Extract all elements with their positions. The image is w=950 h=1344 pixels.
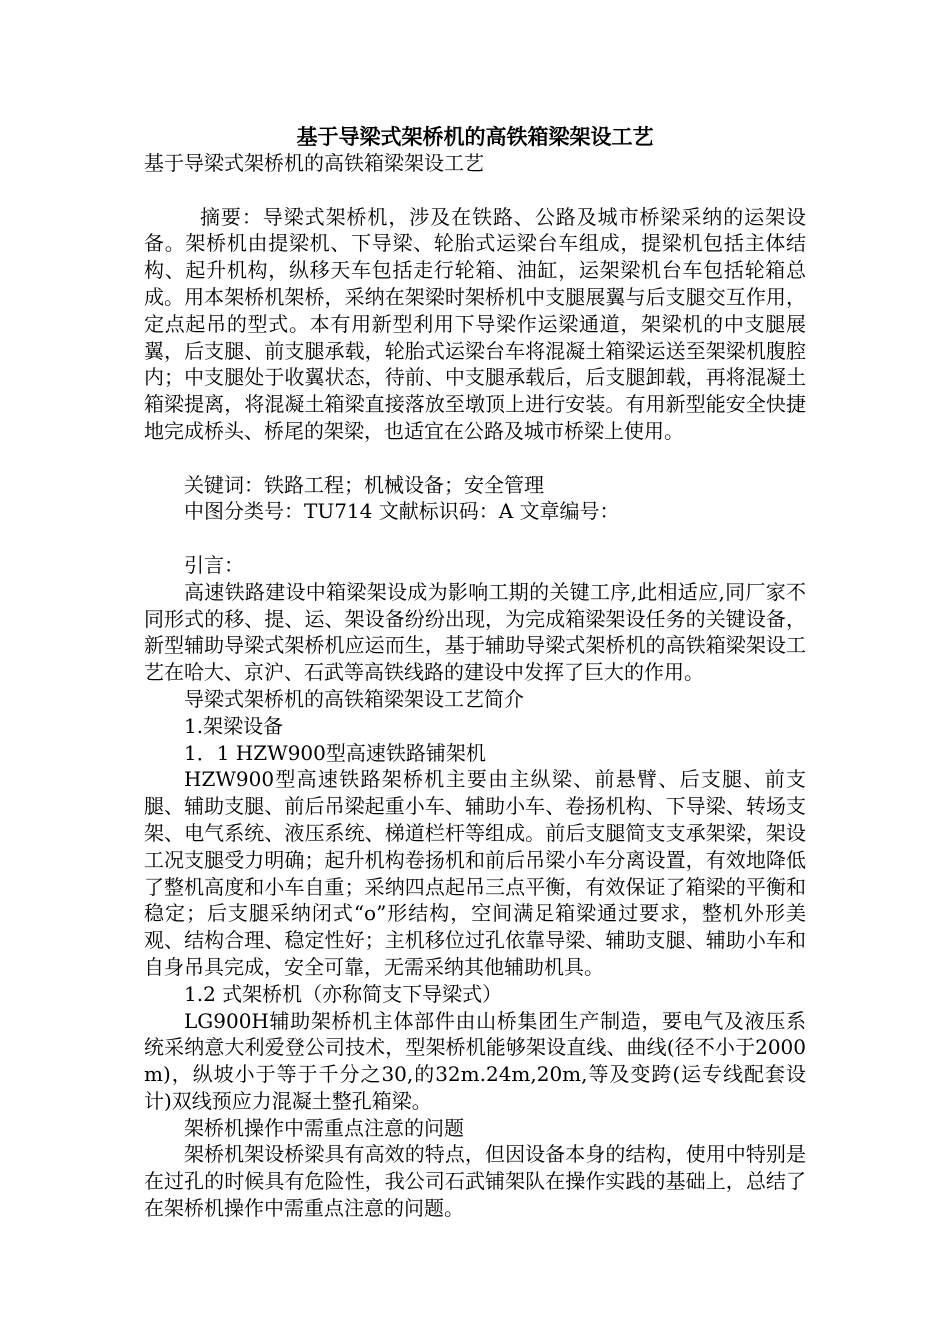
section-1-2-heading: 1.2 式架桥机（亦称简支下导梁式） bbox=[184, 981, 503, 1006]
document-body bbox=[144, 150, 806, 1222]
section-1-2-paragraph: LG900H辅助架桥机主体部件由山桥集团生产制造，要电气及液压系统采纳意大利爱登公司技术，型架桥机能够架设直线、曲线(径不小于2000m)，纵坡小于等于千分之30,的32m.24m,20m,等及变跨(运专线配套设计)双线预应力混凝土整孔箱梁。 bbox=[144, 1008, 806, 1113]
section-intro-heading: 导梁式架桥机的高铁箱梁架设工艺简介 bbox=[184, 686, 524, 711]
blank-line bbox=[144, 445, 806, 472]
document-subtitle: 基于导梁式架桥机的高铁箱梁架设工艺 bbox=[144, 151, 484, 175]
section-1-1-heading: 1．1 HZW900型高速铁路铺架机 bbox=[184, 740, 486, 765]
classification-line: 中图分类号：TU714 文献标识码：A 文章编号： bbox=[184, 499, 620, 524]
intro-paragraph: 高速铁路建设中箱梁架设成为影响工期的关键工序,此相适应,同厂家不同形式的移、提、运、架设备纷纷出现，为完成箱梁架设任务的关键设备，新型辅助导梁式架桥机应运而生，基于辅助导梁式架桥机的高铁箱梁架设工艺在哈大、京沪、石武等高铁线路的建设中发挥了巨大的作用。 bbox=[144, 579, 806, 685]
intro-heading: 引言： bbox=[184, 552, 244, 577]
abstract-paragraph: 摘要：导梁式架桥机，涉及在铁路、公路及城市桥梁采纳的运架设备。架桥机由提梁机、下导梁、轮胎式运梁台车组成，提梁机包括主体结构、起升机构，纵移天车包括走行轮箱、油缸，运架梁机台车包括轮箱总成。用本架桥机架桥，采纳在架梁时架桥机中支腿展翼与后支腿交互作用，定点起吊的型式。本有用新型利用下导梁作运梁通道，架梁机的中支腿展翼，后支腿、前支腿承载，轮胎式运梁台车将混凝土箱梁运送至架梁机腹腔内；中支腿处于收翼状态，待前、中支腿承载后，后支腿卸载，再将混凝土箱梁提离，将混凝土箱梁直接落放至墩顶上进行安装。有用新型能安全快捷地完成桥头、桥尾的架梁，也适宜在公路及城市桥梁上使用。 bbox=[144, 204, 806, 443]
section-1-heading: 1.架梁设备 bbox=[184, 713, 284, 738]
blank-line bbox=[144, 525, 806, 552]
section-2-heading: 架桥机操作中需重点注意的问题 bbox=[184, 1115, 464, 1140]
section-2-paragraph: 架桥机架设桥梁具有高效的特点，但因设备本身的结构，使用中特别是在过孔的时候具有危险性，我公司石武铺架队在操作实践的基础上，总结了在架桥机操作中需重点注意的问题。 bbox=[144, 1142, 806, 1221]
blank-line bbox=[144, 177, 806, 204]
keywords-line: 关键词：铁路工程；机械设备；安全管理 bbox=[184, 472, 544, 497]
document-title: 基于导梁式架桥机的高铁箱梁架设工艺 bbox=[296, 125, 654, 149]
section-1-1-paragraph: HZW900型高速铁路架桥机主要由主纵梁、前悬臂、后支腿、前支腿、辅助支腿、前后吊梁起重小车、辅助小车、卷扬机构、下导梁、转场支架、电气系统、液压系统、梯道栏杆等组成。前后支腿简支支承架梁，架设工况支腿受力明确；起升机构卷扬机和前后吊梁小车分离设置，有效地降低了整机高度和小车自重；采纳四点起吊三点平衡，有效保证了箱梁的平衡和稳定；后支腿采纳闭式“o”形结构，空间满足箱梁通过要求，整机外形美观、结构合理、稳定性好；主机移位过孔依靠导梁、辅助支腿、辅助小车和自身吊具完成，安全可靠，无需采纳其他辅助机具。 bbox=[144, 767, 806, 979]
